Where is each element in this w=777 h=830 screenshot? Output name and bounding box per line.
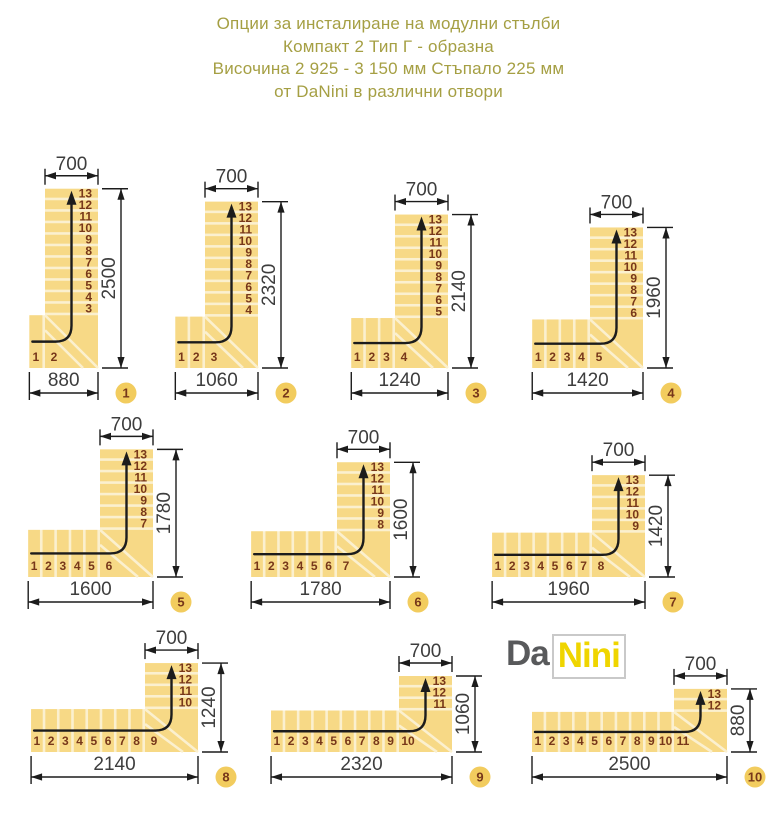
step-label: 5 [330, 734, 338, 748]
top-width-value: 700 [409, 640, 442, 662]
dim-arrowhead [187, 646, 198, 653]
stair-diagram-4 [532, 192, 681, 403]
dim-arrowhead [441, 773, 452, 780]
stair-diagram-6 [251, 427, 428, 612]
step-label: 2 [368, 350, 376, 364]
dim-arrowhead [399, 659, 410, 666]
diagram-number: 4 [667, 385, 675, 401]
dim-arrowhead [634, 598, 645, 605]
step-label: 3 [210, 350, 218, 364]
dim-arrowhead [379, 446, 390, 453]
step-label: 8 [133, 734, 140, 748]
step-label: 2 [47, 734, 55, 748]
height-value: 2320 [259, 263, 280, 306]
step-label: 8 [377, 517, 384, 532]
step-label: 9 [150, 734, 158, 748]
dim-arrowhead [662, 227, 669, 238]
dim-arrowhead [117, 357, 124, 368]
step-label: 10 [238, 234, 252, 249]
step-label: 3 [85, 301, 92, 316]
step-label: 7 [118, 734, 126, 748]
step-label: 12 [432, 685, 446, 700]
step-label: 7 [435, 281, 442, 296]
top-width-value: 700 [684, 653, 717, 675]
top-width-value: 700 [405, 179, 438, 201]
dim-arrowhead [142, 433, 153, 440]
dim-arrowhead [634, 459, 645, 466]
height-value: 1960 [644, 276, 665, 319]
step-label: 1 [33, 734, 41, 748]
step-label: 5 [595, 350, 603, 364]
step-label: 9 [245, 245, 252, 260]
step-label: 4 [85, 290, 92, 305]
step-label: 13 [370, 460, 384, 475]
step-label: 13 [623, 225, 637, 240]
top-width-value: 700 [155, 628, 188, 650]
dim-arrowhead [277, 357, 284, 368]
step-label: 3 [59, 559, 67, 573]
step-label: 13 [428, 212, 442, 227]
step-label: 11 [79, 209, 92, 224]
step-label: 2 [192, 350, 200, 364]
step-label: 13 [432, 673, 446, 688]
dim-arrowhead [172, 449, 179, 460]
top-width-value: 700 [347, 427, 380, 449]
dim-arrowhead [471, 741, 478, 752]
dim-arrowhead [492, 598, 503, 605]
step-label: 7 [630, 294, 637, 309]
step-label: 4 [577, 734, 584, 748]
step-label: 2 [267, 559, 275, 573]
step-label: 1 [178, 350, 185, 364]
dim-arrowhead [746, 741, 753, 752]
diagram-number: 9 [476, 769, 484, 785]
dim-arrowhead [145, 646, 156, 653]
step-label: 8 [140, 504, 147, 519]
step-label: 12 [78, 198, 92, 213]
step-label: 1 [353, 350, 361, 364]
step-label: 5 [551, 559, 559, 573]
step-label: 10 [625, 507, 639, 522]
step-label: 3 [282, 559, 289, 573]
bottom-width-value: 1960 [547, 579, 590, 600]
step-label: 3 [301, 734, 309, 748]
step-label: 4 [537, 559, 545, 573]
step-label: 8 [435, 270, 442, 285]
dim-arrowhead [247, 389, 258, 396]
dim-arrowhead [662, 357, 669, 368]
dim-arrowhead [632, 211, 643, 218]
step-label: 13 [707, 686, 721, 701]
step-label: 7 [85, 255, 92, 270]
title-line-1: Опции за инсталиране на модулни стълби [216, 14, 561, 33]
dim-arrowhead [471, 676, 478, 687]
step-label: 9 [377, 506, 384, 521]
step-label: 8 [630, 282, 637, 297]
height-value: 1240 [199, 686, 220, 729]
dim-arrowhead [45, 172, 56, 179]
diagram-number: 5 [177, 594, 185, 610]
dim-arrowhead [467, 357, 474, 368]
step-label: 11 [134, 470, 147, 485]
step-label: 8 [373, 734, 380, 748]
step-label: 1 [253, 559, 261, 573]
step-label: 10 [78, 221, 92, 236]
dim-arrowhead [87, 389, 98, 396]
step-label: 13 [178, 661, 192, 676]
step-label: 2 [548, 734, 556, 748]
stair-diagram-5 [28, 414, 191, 612]
dim-arrowhead [664, 475, 671, 486]
logo-text-nini: Nini [552, 634, 626, 679]
step-label: 11 [239, 222, 252, 237]
dim-arrowhead [187, 773, 198, 780]
dim-arrowhead [29, 389, 40, 396]
height-value: 1600 [391, 498, 412, 541]
bottom-width-value: 2320 [340, 754, 383, 775]
step-label: 2 [508, 559, 516, 573]
dim-arrowhead [409, 566, 416, 577]
step-label: 12 [707, 698, 721, 713]
stair-diagram-7 [492, 440, 683, 612]
logo-text-da: Da [506, 634, 549, 673]
step-label: 6 [605, 734, 613, 748]
step-label: 12 [178, 672, 192, 687]
dim-arrowhead [395, 198, 406, 205]
step-label: 5 [85, 278, 92, 293]
step-label: 1 [32, 350, 40, 364]
dim-arrowhead [441, 659, 452, 666]
step-label: 9 [387, 734, 394, 748]
dim-arrowhead [674, 672, 685, 679]
bottom-width-value: 880 [47, 370, 80, 391]
step-label: 10 [178, 695, 192, 710]
step-label: 6 [85, 267, 92, 282]
step-label: 7 [358, 734, 366, 748]
step-label: 9 [85, 232, 92, 247]
title-line-4: от DaNini в различни отвори [274, 81, 503, 101]
step-label: 2 [45, 559, 52, 573]
height-value: 2140 [449, 270, 470, 313]
diagram-number: 3 [472, 385, 480, 401]
diagram-number: 2 [282, 385, 290, 401]
stair-diagram-3 [351, 180, 486, 404]
diagram-number: 10 [747, 769, 763, 785]
step-label: 9 [648, 734, 655, 748]
step-label: 6 [105, 559, 113, 573]
step-label: 10 [133, 481, 147, 496]
step-label: 4 [76, 734, 83, 748]
bottom-width-value: 1060 [195, 370, 238, 391]
step-label: 5 [310, 559, 318, 573]
dim-arrowhead [437, 198, 448, 205]
bottom-width-value: 1240 [378, 370, 421, 391]
dim-arrowhead [28, 598, 39, 605]
stair-diagram-9 [271, 641, 490, 788]
step-label: 4 [73, 559, 81, 573]
step-label: 5 [435, 304, 442, 319]
step-label: 11 [429, 235, 442, 250]
step-label: 13 [78, 186, 92, 201]
step-label: 4 [578, 350, 585, 364]
top-width-value: 700 [110, 414, 143, 436]
dim-arrowhead [409, 462, 416, 473]
step-label: 2 [287, 734, 295, 748]
step-label: 3 [523, 559, 530, 573]
step-label: 8 [597, 559, 605, 573]
step-label: 3 [563, 350, 571, 364]
dim-arrowhead [467, 215, 474, 226]
step-label: 2 [549, 350, 556, 364]
dim-arrowhead [746, 689, 753, 700]
step-label: 1 [494, 559, 502, 573]
dim-arrowhead [716, 672, 727, 679]
dim-arrowhead [590, 211, 601, 218]
dim-arrowhead [251, 598, 262, 605]
height-value: 1780 [154, 492, 175, 535]
diagram-number: 7 [669, 594, 677, 610]
step-label: 4 [296, 559, 304, 573]
dim-arrowhead [337, 446, 348, 453]
step-label: 5 [88, 559, 95, 573]
step-label: 12 [370, 471, 384, 486]
height-value: 1420 [646, 504, 667, 548]
dim-arrowhead [592, 459, 603, 466]
top-width-value: 700 [602, 440, 635, 462]
bottom-width-value: 2140 [93, 754, 136, 775]
dim-arrowhead [87, 172, 98, 179]
step-label: 13 [133, 447, 147, 462]
dim-arrowhead [277, 202, 284, 213]
step-label: 9 [140, 493, 147, 508]
step-label: 12 [238, 211, 252, 226]
stair-diagram-1 [29, 154, 136, 404]
bottom-width-value: 2500 [608, 754, 651, 775]
dim-arrowhead [117, 189, 124, 200]
step-label: 2 [50, 350, 58, 364]
step-label: 1 [534, 734, 542, 748]
step-label: 1 [534, 350, 542, 364]
step-label: 7 [140, 516, 147, 531]
dim-arrowhead [217, 741, 224, 752]
dim-arrowhead [532, 389, 543, 396]
step-label: 9 [632, 519, 639, 534]
step-label: 6 [435, 293, 442, 308]
bottom-width-value: 1780 [299, 579, 342, 600]
step-label: 9 [630, 271, 637, 286]
step-label: 10 [658, 734, 673, 748]
step-label: 13 [625, 473, 639, 488]
step-label: 10 [623, 259, 637, 274]
step-label: 3 [62, 734, 69, 748]
dim-arrowhead [172, 566, 179, 577]
step-label: 4 [400, 350, 408, 364]
dim-arrowhead [532, 773, 543, 780]
diagram-number: 1 [122, 385, 130, 401]
stair-diagram-2 [175, 167, 296, 404]
top-width-value: 700 [55, 153, 88, 175]
height-value: 2500 [99, 257, 120, 300]
dim-arrowhead [664, 566, 671, 577]
step-label: 6 [245, 280, 252, 295]
dim-arrowhead [437, 389, 448, 396]
step-label: 12 [133, 458, 147, 473]
step-label: 3 [383, 350, 390, 364]
step-label: 4 [316, 734, 323, 748]
dim-arrowhead [142, 598, 153, 605]
top-width-value: 700 [600, 192, 633, 214]
step-label: 5 [90, 734, 98, 748]
dim-arrowhead [205, 185, 216, 192]
step-label: 12 [428, 224, 442, 239]
title-line-3: Височина 2 925 - 3 150 мм Стъпало 225 мм [212, 59, 565, 78]
danini-logo [506, 634, 626, 679]
step-label: 5 [591, 734, 598, 748]
step-label: 7 [619, 734, 627, 748]
step-label: 11 [626, 496, 639, 511]
step-label: 1 [30, 559, 38, 573]
step-label: 3 [562, 734, 570, 748]
dim-arrowhead [632, 389, 643, 396]
step-label: 12 [625, 484, 639, 499]
step-label: 6 [104, 734, 112, 748]
step-label: 4 [245, 303, 252, 318]
stair-diagram-8 [31, 628, 236, 787]
top-width-value: 700 [215, 166, 248, 188]
step-label: 1 [273, 734, 281, 748]
step-label: 6 [325, 559, 332, 573]
bottom-width-value: 1600 [69, 579, 112, 600]
step-label: 11 [433, 696, 446, 711]
step-label: 11 [179, 684, 192, 699]
step-label: 8 [85, 244, 92, 259]
dim-arrowhead [31, 773, 42, 780]
title-line-2: Компакт 2 Тип Г - образна [283, 36, 494, 56]
dim-arrowhead [175, 389, 186, 396]
dim-arrowhead [247, 185, 258, 192]
step-label: 6 [565, 559, 573, 573]
step-label: 10 [370, 494, 384, 509]
step-label: 10 [401, 734, 415, 748]
dim-arrowhead [716, 773, 727, 780]
dim-arrowhead [271, 773, 282, 780]
height-value: 1060 [453, 692, 474, 736]
dim-arrowhead [351, 389, 362, 396]
step-label: 10 [428, 247, 442, 262]
step-label: 12 [623, 236, 637, 251]
bottom-width-value: 1420 [566, 370, 609, 391]
step-label: 9 [435, 258, 442, 273]
step-label: 5 [245, 291, 252, 306]
dim-arrowhead [379, 598, 390, 605]
dim-arrowhead [217, 663, 224, 674]
step-label: 7 [580, 559, 587, 573]
step-label: 8 [633, 734, 641, 748]
diagram-number: 6 [414, 594, 422, 610]
step-label: 6 [630, 305, 637, 320]
step-label: 6 [344, 734, 352, 748]
step-label: 8 [245, 257, 252, 272]
step-label: 11 [371, 483, 384, 498]
dim-arrowhead [100, 433, 111, 440]
step-label: 11 [624, 248, 637, 263]
step-label: 11 [676, 734, 690, 748]
height-value: 880 [728, 704, 749, 737]
step-label: 7 [245, 268, 252, 283]
diagram-number: 8 [222, 769, 230, 785]
step-label: 7 [342, 559, 350, 573]
step-label: 13 [238, 199, 252, 214]
